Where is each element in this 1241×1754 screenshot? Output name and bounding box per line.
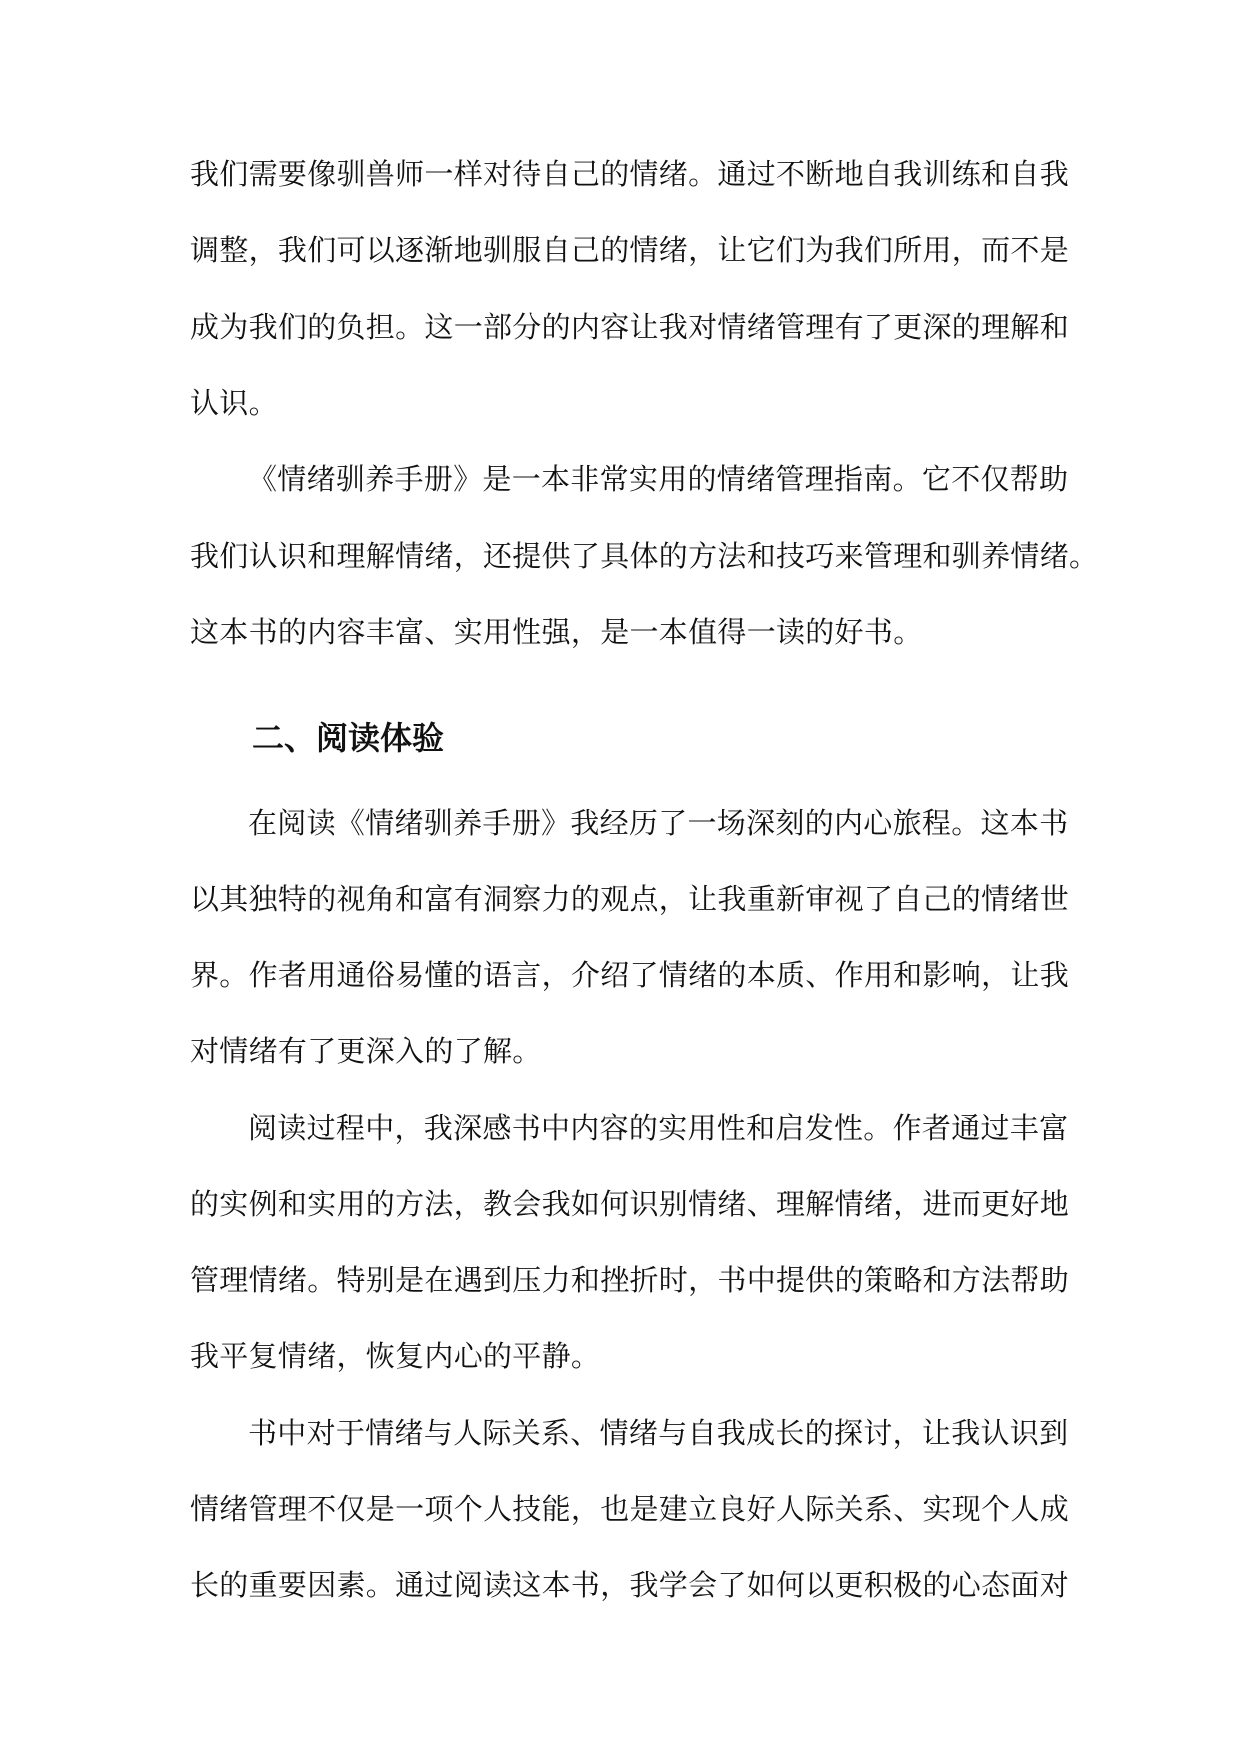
section-paragraph-1-line-2: 以其独特的视角和富有洞察力的观点，让我重新审视了自己的情绪世: [190, 882, 1070, 916]
paragraph-2-line-1: 《情绪驯养手册》是一本非常实用的情绪管理指南。它不仅帮助: [248, 462, 1069, 496]
section-paragraph-2-line-3: 管理情绪。特别是在遇到压力和挫折时，书中提供的策略和方法帮助: [190, 1263, 1070, 1297]
section-paragraph-1-line-3: 界。作者用通俗易懂的语言，介绍了情绪的本质、作用和影响，让我: [190, 958, 1070, 992]
paragraph-1-line-2: 调整，我们可以逐渐地驯服自己的情绪，让它们为我们所用，而不是: [190, 233, 1070, 267]
paragraph-2-line-2: 我们认识和理解情绪，还提供了具体的方法和技巧来管理和驯养情绪。: [190, 539, 1099, 573]
section-paragraph-2-line-2: 的实例和实用的方法，教会我如何识别情绪、理解情绪，进而更好地: [190, 1187, 1070, 1221]
section-paragraph-2-line-4: 我平复情绪，恢复内心的平静。: [190, 1339, 601, 1373]
section-paragraph-3-line-2: 情绪管理不仅是一项个人技能，也是建立良好人际关系、实现个人成: [190, 1492, 1070, 1526]
section-paragraph-3-line-3: 长的重要因素。通过阅读这本书，我学会了如何以更积极的心态面对: [190, 1568, 1070, 1602]
paragraph-2-line-3: 这本书的内容丰富、实用性强，是一本值得一读的好书。: [190, 615, 923, 649]
section-paragraph-1-line-1: 在阅读《情绪驯养手册》我经历了一场深刻的内心旅程。这本书: [248, 806, 1069, 840]
paragraph-1-line-4: 认识。: [190, 386, 278, 420]
section-paragraph-1-line-4: 对情绪有了更深入的了解。: [190, 1034, 542, 1068]
paragraph-1-line-1: 我们需要像驯兽师一样对待自己的情绪。通过不断地自我训练和自我: [190, 157, 1070, 191]
paragraph-1-line-3: 成为我们的负担。这一部分的内容让我对情绪管理有了更深的理解和: [190, 310, 1070, 344]
section-heading: 二、阅读体验: [252, 719, 445, 757]
section-paragraph-3-line-1: 书中对于情绪与人际关系、情绪与自我成长的探讨，让我认识到: [248, 1416, 1069, 1450]
section-paragraph-2-line-1: 阅读过程中，我深感书中内容的实用性和启发性。作者通过丰富: [248, 1111, 1069, 1145]
